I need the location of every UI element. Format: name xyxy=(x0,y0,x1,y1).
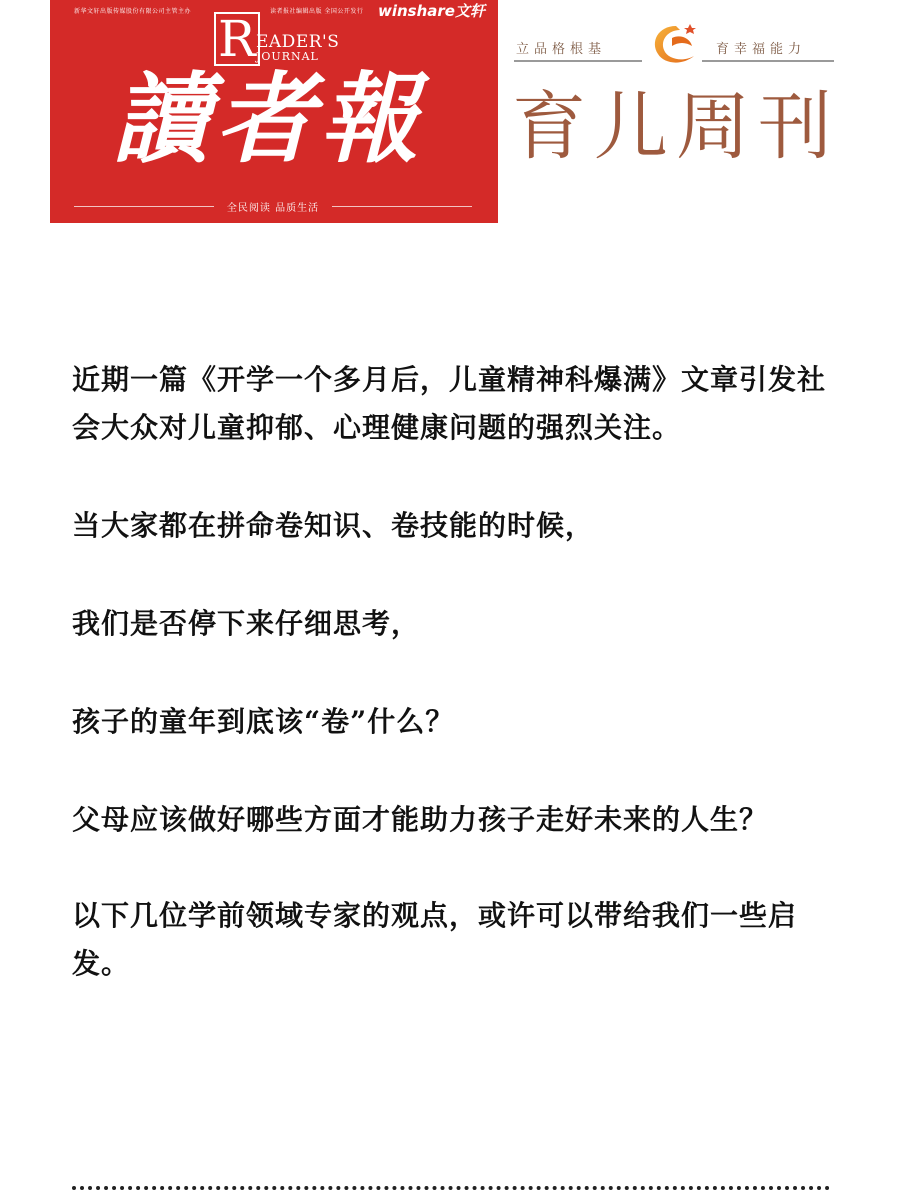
parenting-weekly-logo xyxy=(512,18,840,178)
slogan-rule-right xyxy=(332,206,472,207)
english-logo xyxy=(214,8,364,66)
article-paragraph: 当大家都在拼命卷知识、卷技能的时候， xyxy=(72,509,595,542)
english-subtitle: JOURNAL xyxy=(256,50,319,63)
article-paragraph: 我们是否停下来仔细思考， xyxy=(72,607,421,640)
parenting-weekly-title: 育儿周刊 xyxy=(512,84,840,170)
tagline-right: 育幸福能力 xyxy=(716,42,807,57)
winshare-brand: winshare文轩 xyxy=(378,2,485,20)
english-initial: R xyxy=(214,12,260,66)
tagline-rule-right xyxy=(702,60,834,62)
publisher-line: 新华文轩出版传媒股份有限公司主管主办 xyxy=(74,8,192,15)
masthead-slogan: 全民阅读 品质生活 xyxy=(226,203,320,214)
tagline-rule-left xyxy=(514,60,642,62)
swoosh-emblem-icon xyxy=(646,20,702,70)
english-name: EADER'S xyxy=(256,32,340,52)
chinese-calligraphy-title: 讀者報 xyxy=(112,62,425,177)
article-paragraph: 近期一篇《开学一个多月后，儿童精神科爆满》文章引发社会大众对儿童抑郁、心理健康问题的强烈关注。 xyxy=(72,363,827,444)
dotted-divider xyxy=(72,1186,830,1190)
issue-line: 读者报社编辑出版 全国公开发行 xyxy=(270,8,364,15)
article-paragraph: 以下几位学前领域专家的观点，或许可以带给我们一些启发。 xyxy=(72,899,798,980)
readers-journal-masthead xyxy=(50,0,498,223)
article-paragraph: 孩子的童年到底该“卷”什么？ xyxy=(72,705,455,738)
tagline-left: 立品格根基 xyxy=(516,42,607,57)
slogan-rule-left xyxy=(74,206,214,207)
article-paragraph: 父母应该做好哪些方面才能助力孩子走好未来的人生？ xyxy=(72,803,769,836)
